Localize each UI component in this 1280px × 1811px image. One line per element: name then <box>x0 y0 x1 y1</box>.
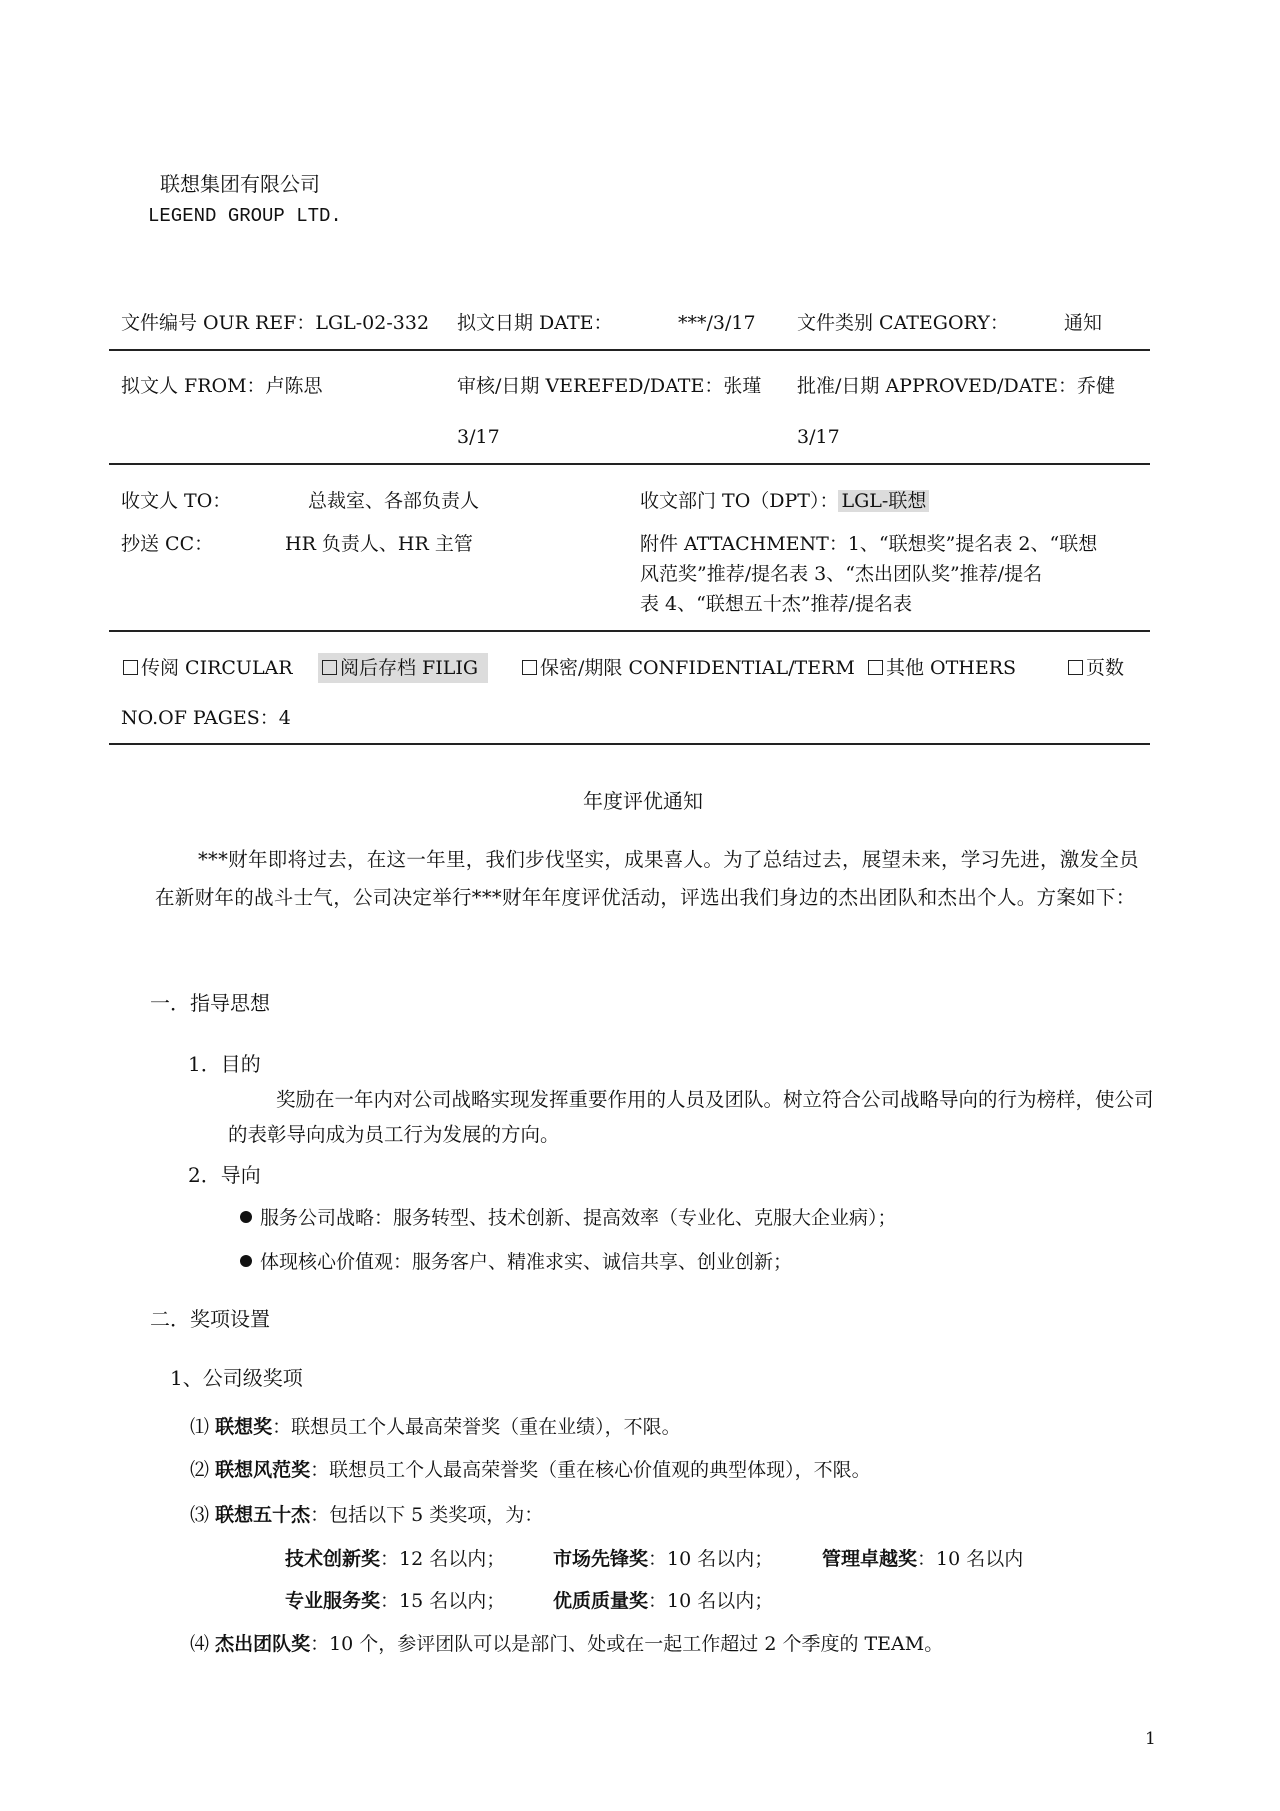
sub-award-name: 市场先锋奖 <box>553 1548 649 1570</box>
option-confidential-label: 保密/期限 CONFIDENTIAL/TERM <box>540 657 855 679</box>
attachment-line-1: 附件 ATTACHMENT：1、“联想奖”提名表 2、“联想 <box>640 533 1098 555</box>
header-divider-4 <box>109 743 1150 745</box>
header-divider-1 <box>109 349 1150 351</box>
option-others-label: 其他 OTHERS <box>886 657 1017 679</box>
approved-date: 3/17 <box>797 426 840 448</box>
award-desc: ：联想员工个人最高荣誉奖（重在核心价值观的典型体现），不限。 <box>310 1459 871 1481</box>
award-number: ⑶ <box>190 1504 210 1526</box>
from-field: 拟文人 FROM：卢陈思 <box>121 375 323 397</box>
section-2-1-heading: 1、公司级奖项 <box>170 1366 303 1390</box>
award-number: ⑴ <box>190 1416 210 1438</box>
category-value: 通知 <box>1064 312 1103 334</box>
section-1-2-heading: 2．导向 <box>188 1163 261 1187</box>
to-label: 收文人 TO： <box>121 490 232 512</box>
cc-value: HR 负责人、HR 主管 <box>285 533 473 555</box>
pages-count: NO.OF PAGES：4 <box>121 707 291 729</box>
award-item-3 <box>190 1503 543 1527</box>
checkbox-icon <box>868 660 883 675</box>
sub-award-management <box>822 1547 1023 1571</box>
checkbox-icon <box>1068 660 1083 675</box>
award-desc: ：10 个，参评团队可以是部门、处或在一起工作超过 2 个季度的 TEAM。 <box>310 1633 944 1655</box>
sub-award-quota: ：10 名以内 <box>917 1548 1024 1570</box>
sub-award-quota: ：10 名以内； <box>648 1590 774 1612</box>
option-circular-label: 传阅 CIRCULAR <box>141 657 293 679</box>
section-1-heading: 一．指导思想 <box>150 991 270 1015</box>
attachment-line-2: 风范奖”推荐/提名表 3、“杰出团队奖”推荐/提名 <box>640 563 1043 585</box>
award-name: 联想奖 <box>215 1416 273 1438</box>
to-value: 总裁室、各部负责人 <box>308 490 480 512</box>
sub-award-name: 专业服务奖 <box>285 1590 381 1612</box>
option-filing[interactable] <box>318 653 488 683</box>
checkbox-icon <box>522 660 537 675</box>
sub-award-quota: ：15 名以内； <box>380 1590 506 1612</box>
award-item-4 <box>190 1632 943 1656</box>
bullet-item-2 <box>240 1250 792 1274</box>
award-item-1 <box>190 1415 681 1439</box>
sub-award-quality <box>553 1589 773 1613</box>
header-divider-2 <box>109 463 1150 465</box>
draft-date-label: 拟文日期 DATE： <box>457 312 613 334</box>
option-filing-label: 阅后存档 FILIG <box>340 657 479 679</box>
award-name: 联想五十杰 <box>215 1504 311 1526</box>
option-pages-label: 页数 <box>1086 657 1125 679</box>
document-title: 年度评优通知 <box>583 789 703 813</box>
section-1-1-text: 奖励在一年内对公司战略实现发挥重要作用的人员及团队。树立符合公司战略导向的行为榜样，使公司的表彰导向成为员工行为发展的方向。 <box>228 1088 1154 1146</box>
company-name-en: LEGEND GROUP LTD. <box>148 205 342 227</box>
bullet-item-1 <box>240 1206 897 1230</box>
sub-award-tech <box>285 1547 505 1571</box>
company-name-cn: 联想集团有限公司 <box>160 172 320 196</box>
cc-label: 抄送 CC： <box>121 533 214 555</box>
award-item-2 <box>190 1458 871 1482</box>
attachment-line-3: 表 4、“联想五十杰”推荐/提名表 <box>640 593 912 615</box>
option-confidential[interactable] <box>522 656 855 680</box>
bullet-icon <box>240 1255 252 1267</box>
draft-date-value: ***/3/17 <box>678 312 756 334</box>
bullet-item-2-text: 体现核心价值观：服务客户、精准求实、诚信共享、创业创新； <box>260 1251 793 1273</box>
section-1-1-heading: 1．目的 <box>188 1052 261 1076</box>
sub-award-name: 优质质量奖 <box>553 1590 649 1612</box>
intro-paragraph: ***财年即将过去，在这一年里，我们步伐坚实，成果喜人。为了总结过去，展望未来，学习先进，激发全员在新财年的战斗士气，公司决定举行***财年年度评优活动，评选出我们身边的杰出团队和杰出个人。方案如下： <box>155 848 1139 909</box>
award-name: 杰出团队奖 <box>215 1633 311 1655</box>
dept-field <box>640 489 929 513</box>
sub-award-service <box>285 1589 505 1613</box>
sub-award-name: 技术创新奖 <box>285 1548 381 1570</box>
bullet-item-1-text: 服务公司战略：服务转型、技术创新、提高效率（专业化、克服大企业病）； <box>260 1207 897 1229</box>
bullet-icon <box>240 1211 252 1223</box>
category-label: 文件类别 CATEGORY： <box>797 312 1009 334</box>
sub-award-name: 管理卓越奖 <box>822 1548 918 1570</box>
award-number: ⑷ <box>190 1633 210 1655</box>
checkbox-icon <box>123 660 138 675</box>
option-others[interactable] <box>868 656 1016 680</box>
header-divider-3 <box>109 630 1150 632</box>
award-name: 联想风范奖 <box>215 1459 311 1481</box>
option-circular[interactable] <box>123 656 293 680</box>
verified-field: 审核/日期 VEREFED/DATE：张瑾 <box>457 375 762 397</box>
verified-date: 3/17 <box>457 426 500 448</box>
award-number: ⑵ <box>190 1459 210 1481</box>
section-2-heading: 二．奖项设置 <box>150 1307 270 1331</box>
sub-award-market <box>553 1547 773 1571</box>
award-desc: ：包括以下 5 类奖项，为： <box>310 1504 544 1526</box>
page-number: 1 <box>1145 1729 1156 1749</box>
sub-award-quota: ：10 名以内； <box>648 1548 774 1570</box>
ref-number: 文件编号 OUR REF：LGL-02-332 <box>121 312 430 334</box>
award-desc: ：联想员工个人最高荣誉奖（重在业绩），不限。 <box>272 1416 681 1438</box>
option-pages[interactable] <box>1068 656 1124 680</box>
approved-field: 批准/日期 APPROVED/DATE：乔健 <box>797 375 1115 397</box>
dept-label: 收文部门 TO（DPT）： <box>640 490 839 512</box>
sub-award-quota: ：12 名以内； <box>380 1548 506 1570</box>
checkbox-icon <box>322 660 337 675</box>
dept-value: LGL-联想 <box>838 490 929 512</box>
